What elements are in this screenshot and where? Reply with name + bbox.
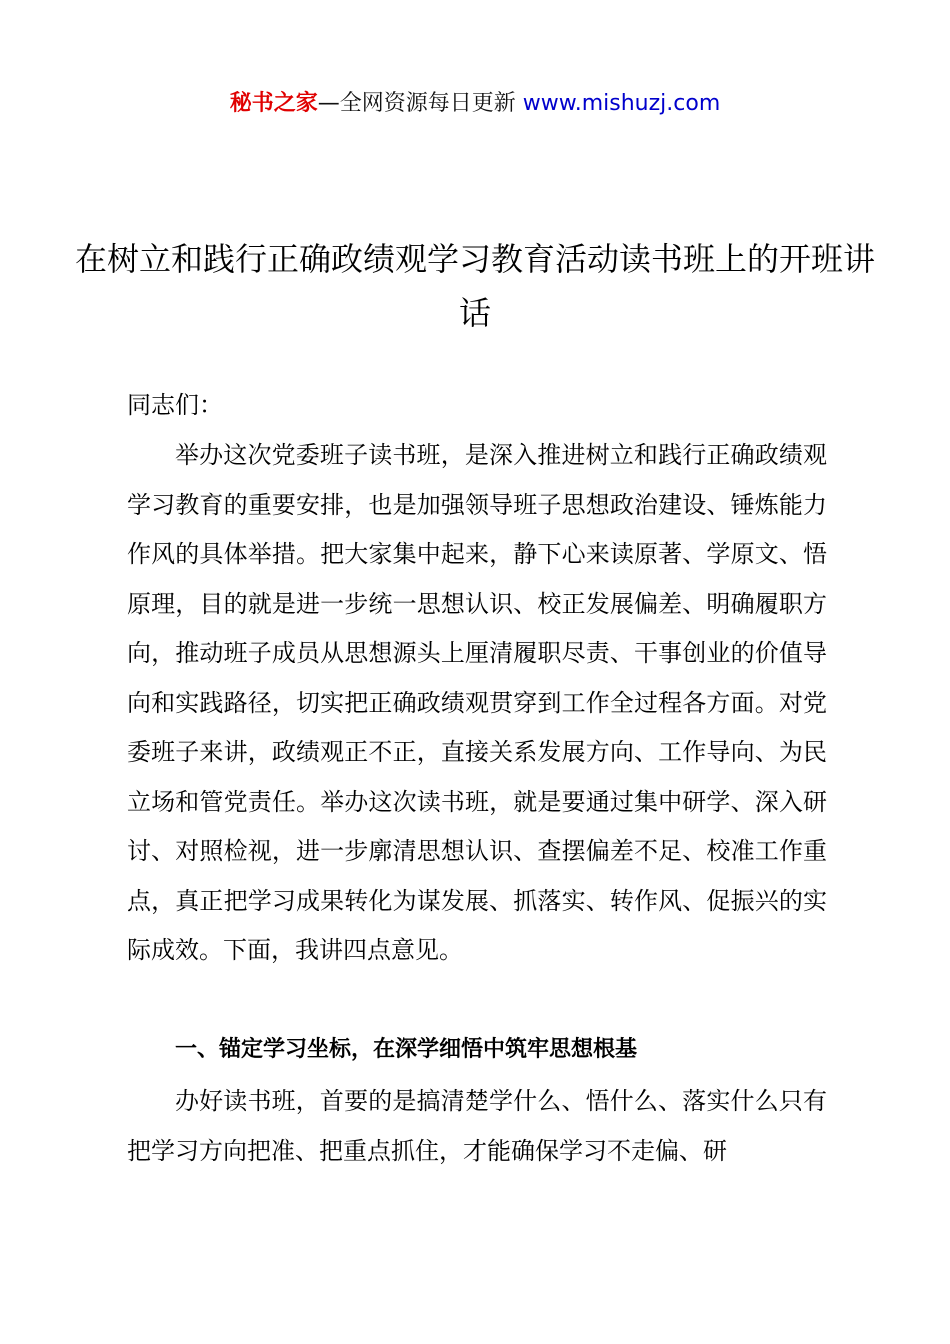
site-header: [0, 84, 950, 124]
paragraph-1: 举办这次党委班子读书班，是深入推进树立和践行正确政绩观学习教育的重要安排，也是加强领导班子思想政治建设、锤炼能力作风的具体举措。把大家集中起来，静下心来读原著、学原文、悟原理，目的就是进一步统一思想认识、校正发展偏差、明确履职方向，推动班子成员从思想源头上厘清履职尽责、干事创业的价值导向和实践路径，切实把正确政绩观贯穿到工作全过程各方面。对党委班子来讲，政绩观正不正，直接关系发展方向、工作导向、为民立场和管党责任。举办这次读书班，就是要通过集中研学、深入研讨、对照检视，进一步廓清思想认识、查摆偏差不足、校准工作重点，真正把学习成果转化为谋发展、抓落实、转作风、促振兴的实际成效。下面，我讲四点意见。: [127, 441, 827, 964]
site-url-link[interactable]: www.mishuzj.com: [522, 91, 721, 116]
section-heading-1: 一、锚定学习坐标，在深学细悟中筑牢思想根基: [175, 1037, 638, 1062]
site-brand: 秘书之家: [229, 91, 318, 116]
site-tagline: —全网资源每日更新: [317, 91, 516, 116]
paragraph-2: 办好读书班，首要的是搞清楚学什么、悟什么、落实什么只有把学习方向把准、把重点抓住，才能确保学习不走偏、研: [127, 1087, 827, 1165]
document-title: 在树立和践行正确政绩观学习教育活动读书班上的开班讲话: [74, 240, 875, 332]
salutation: 同志们：: [127, 391, 223, 419]
